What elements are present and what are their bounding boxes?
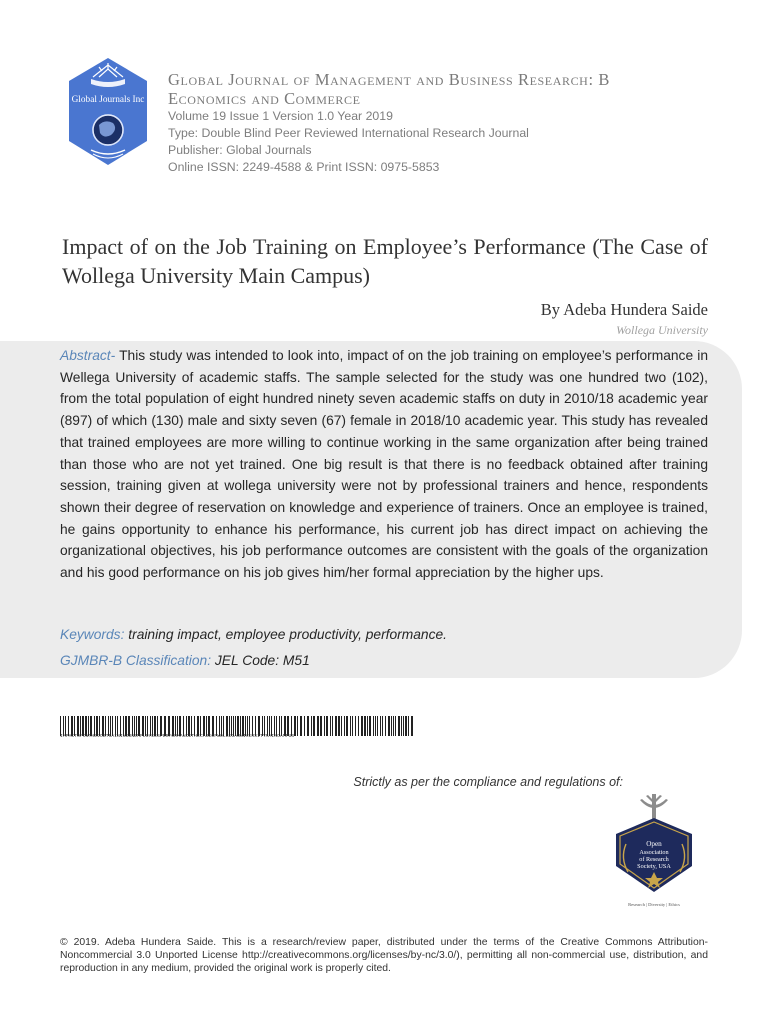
barcode-bar [108,716,109,736]
barcode-bar [245,716,246,736]
barcode-bar [405,716,407,736]
barcode-bar [344,716,345,736]
barcode-bar [216,716,217,736]
global-journals-logo [63,55,153,170]
barcode-bar [105,716,106,736]
barcode-bar [145,716,146,736]
barcode-bar [226,716,228,736]
classification-label: GJMBR-B Classification: [60,653,212,668]
barcode-bar [352,716,353,736]
barcode-bar [179,716,181,736]
barcode-bar [358,716,359,736]
barcode-bar [375,716,376,736]
barcode-bar [395,716,396,736]
barcode-bar [267,716,268,736]
barcode-bar [186,716,187,736]
barcode-bar [154,716,156,736]
barcode-bar [369,716,371,736]
barcode-bar [60,716,61,736]
barcode-bar [132,716,133,736]
barcode-bar [77,716,79,736]
barcode-bar [350,716,351,736]
copyright-notice: © 2019. Adeba Hundera Saide. This is a research/review paper, distributed under the terms of the Creative Commons Attribution-Noncommercial 3.0 Unported License http://creativecommons.org/licenses/by-nc/3.0/), permitting all non-commercial use, distribution, and reproduction in any medium, provided the original work is properly cited. [60,937,708,974]
barcode-bar [408,716,409,736]
keywords-value: training impact, employee productivity, performance. [128,627,448,642]
barcode-bar [90,716,92,736]
barcode-bar [120,716,121,736]
barcode-bar [183,716,184,736]
barcode-bar [128,716,130,736]
author-name: By Adeba Hundera Saide [540,300,708,319]
barcode-bar [168,716,170,736]
barcode-bar [361,716,363,736]
barcode-bar [269,716,270,736]
svg-text:Open: Open [646,840,662,848]
barcode-bar [96,716,98,736]
abstract-body: This study was intended to look into, impact of on the job training on employee’s performance in Wellega University of academic staffs. The sample selected for the study was one hundred two (102), from the total population of eight hundred ninety seven academic staffs on duty in 2010/18 academic year (897) of which (130) male and sixty seven (67) female in 2018/10 academic year. This study has revealed that trained employees are more willing to continue working in the same organization after being trained than those who are not yet trained. One big result is that there is no feedback obtained after training session, training given at wollega university were not by professional trainers and hence, respondents shown their degree of reservation on knowledge and experience of trainers. Once an employee is trained, he gains opportunity to enhance his performance, his current job has direct impact on achieving the organizational objectives, his job performance outcomes are consistent with the goals of the organization and his good performance on his job gives him/her formal appreciation by the higher ups. [60,348,708,581]
barcode-bar [398,716,400,736]
barcode-bar [164,716,166,736]
barcode-bar [177,716,178,736]
barcode-bar [382,716,383,736]
barcode-bar [203,716,205,736]
barcode-bar [279,716,280,736]
abstract [60,345,708,584]
barcode-bar [355,716,356,736]
barcode-bar [237,716,239,736]
barcode-bar [117,716,118,736]
barcode-bar [191,716,192,736]
barcode-bar [125,716,127,736]
barcode-bar [233,716,234,736]
barcode-bar [367,716,368,736]
barcode-bar [212,716,214,736]
barcode-bar [284,716,286,736]
keywords-label: Keywords: [60,627,125,642]
barcode-bar [221,716,222,736]
journal-header [168,70,728,176]
barcode-bar [346,716,348,736]
barcode-bar [326,716,328,736]
barcode-bar [208,716,210,736]
barcode-bar [287,716,289,736]
barcode-bar [147,716,148,736]
barcode-bar [68,716,69,736]
barcode-bar [82,716,84,736]
journal-title-line2: Economics and Commerce [168,89,361,108]
journal-issn: Online ISSN: 2249-4588 & Print ISSN: 0975-5853 [168,160,440,174]
barcode-bar [88,716,89,736]
barcode-bar [112,716,113,736]
barcode-bar [136,716,137,736]
keywords [60,627,447,642]
barcode-bar [255,716,256,736]
barcode-bar [252,716,253,736]
barcode-bar [403,716,404,736]
barcode-bar [300,716,302,736]
svg-text:Research | Diversity | Ethics: Research | Diversity | Ethics [628,902,680,907]
journal-publisher: Publisher: Global Journals [168,143,312,157]
barcode-bar [364,716,366,736]
barcode-bar [393,716,394,736]
barcode-bar [223,716,224,736]
barcode-bar [380,716,381,736]
barcode-bar [200,716,201,736]
barcode-bar [341,716,342,736]
barcode [60,716,414,736]
barcode-bar [274,716,275,736]
barcode-bar [249,716,250,736]
abstract-label: Abstract- [60,348,116,363]
barcode-bar [311,716,312,736]
barcode-bar [85,716,87,736]
barcode-bar [63,716,64,736]
barcode-bar [262,716,263,736]
barcode-bar [330,716,331,736]
barcode-bar [271,716,272,736]
barcode-bar [138,716,140,736]
barcode-bar [172,716,174,736]
paper-title: Impact of on the Job Training on Employee’s Performance (The Case of Wollega University Main Campus) [62,234,708,288]
barcode-bar [307,716,309,736]
barcode-bar [317,716,319,736]
barcode-bar [401,716,402,736]
barcode-bar [188,716,190,736]
barcode-bar [294,716,296,736]
barcode-bar [134,716,135,736]
journal-type: Type: Double Blind Peer Reviewed International Research Journal [168,126,529,140]
barcode-bar [235,716,236,736]
barcode-bar [304,716,305,736]
barcode-bar [206,716,207,736]
barcode-bar [411,716,413,736]
svg-text:Association: Association [639,849,669,856]
barcode-bar [320,716,322,736]
barcode-bar [219,716,220,736]
barcode-bar [102,716,104,736]
barcode-bar [335,716,337,736]
barcode-bar [80,716,81,736]
barcode-bar [377,716,378,736]
journal-title-line1: Global Journal of Management and Business Research: B [168,70,610,89]
oars-logo [606,792,702,912]
barcode-bar [240,716,241,736]
barcode-bar [115,716,116,736]
barcode-bar [152,716,153,736]
barcode-bar [110,716,111,736]
barcode-bar [281,716,282,736]
barcode-bar [391,716,392,736]
svg-text:Global Journals Inc: Global Journals Inc [71,95,145,105]
barcode-bar [373,716,374,736]
barcode-bar [324,716,325,736]
barcode-bar [264,716,265,736]
barcode-bar [313,716,315,736]
journal-volume: Volume 19 Issue 1 Version 1.0 Year 2019 [168,109,393,123]
classification-value: JEL Code: M51 [214,653,310,668]
barcode-bar [123,716,124,736]
barcode-bar [65,716,66,736]
barcode-bar [194,716,195,736]
author-affiliation: Wollega University [616,323,708,337]
barcode-bar [160,716,162,736]
barcode-text: IMPACTOFONTHEJOBTRAININGONEMPLOYEESPERFORMANCETHECASEOFWOLLEGAUNIVERSITYMAINCAMPUS [60,734,295,739]
barcode-bar [229,716,230,736]
barcode-bar [150,716,151,736]
barcode-bar [157,716,158,736]
barcode-bar [99,716,100,736]
barcode-bar [388,716,390,736]
svg-text:Society, USA: Society, USA [637,863,671,870]
barcode-bar [71,716,73,736]
barcode-bar [247,716,248,736]
barcode-bar [142,716,144,736]
barcode-bar [332,716,333,736]
barcode-bar [291,716,292,736]
barcode-bar [231,716,232,736]
classification [60,653,310,668]
barcode-bar [258,716,260,736]
barcode-bar [74,716,75,736]
barcode-bar [94,716,95,736]
svg-text:of Research: of Research [639,856,669,863]
barcode-bar [338,716,340,736]
barcode-bar [297,716,298,736]
barcode-bar [197,716,199,736]
compliance-text: Strictly as per the compliance and regulations of: [353,775,623,789]
barcode-bar [175,716,176,736]
barcode-bar [385,716,386,736]
barcode-bar [276,716,277,736]
barcode-bar [242,716,244,736]
